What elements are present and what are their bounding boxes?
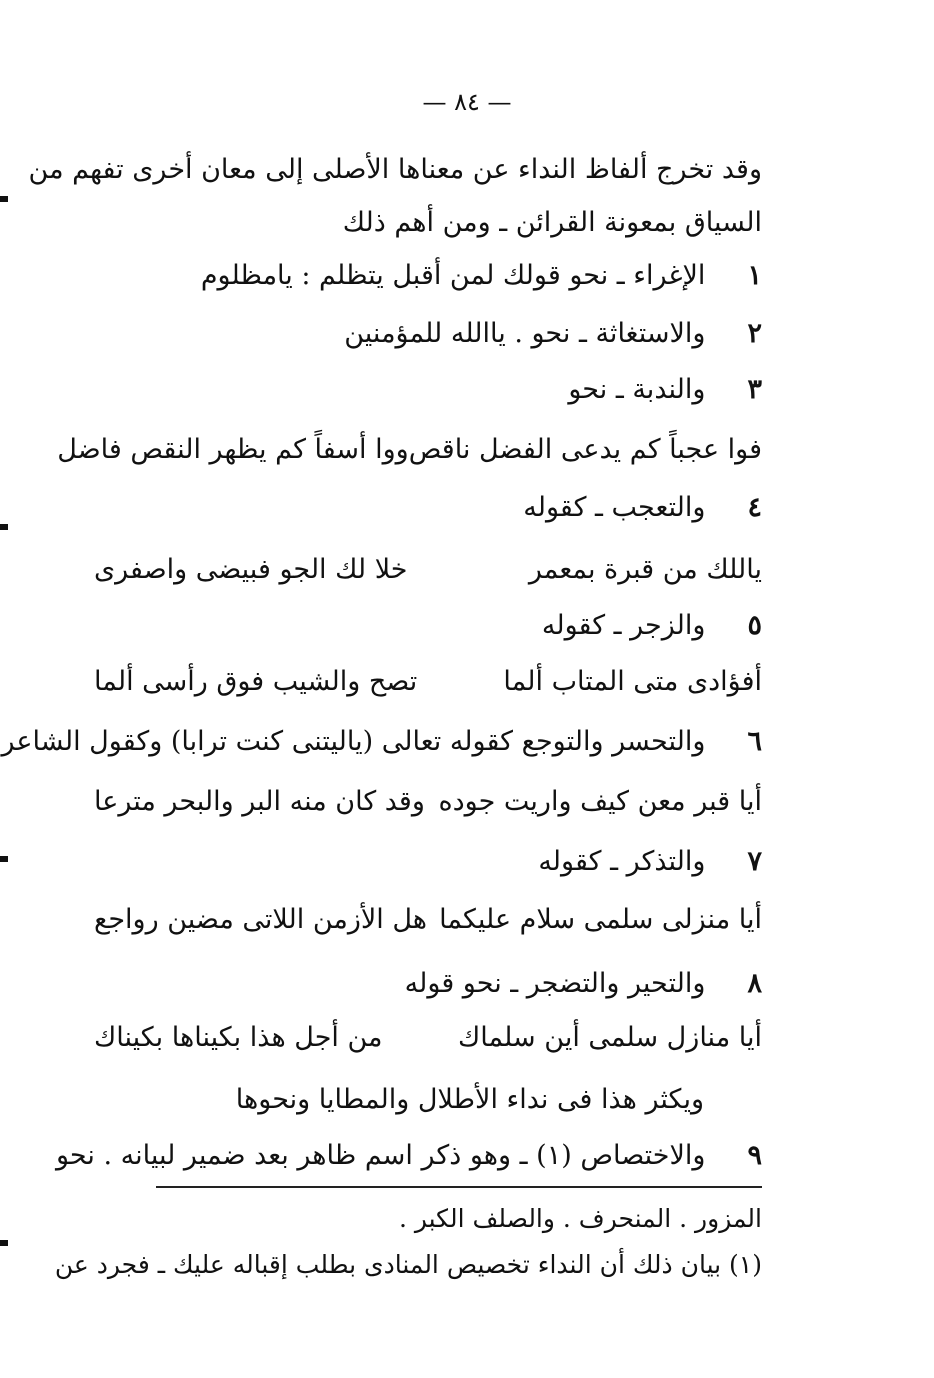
item-number: ٨	[747, 968, 762, 999]
verse-second-hemistich: تصح والشيب فوق رأسى ألما	[94, 666, 418, 697]
verse-second-hemistich: هل الأزمن اللاتى مضين رواجع	[94, 904, 428, 935]
item-number: ٥	[747, 610, 762, 641]
item-number: ٢	[747, 318, 762, 349]
intro-line-1: وقد تخرج ألفاظ النداء عن معناها الأصلى إلى معان أخرى تفهم من	[28, 154, 762, 185]
list-item	[1, 722, 762, 762]
list-item	[94, 606, 762, 646]
list-item	[94, 488, 762, 528]
list-item	[55, 1136, 762, 1176]
page-number: — ٨٤ —	[422, 88, 512, 116]
item-number: ٦	[747, 726, 762, 757]
verse-first-hemistich: أيا منزلى سلمى سلام عليكما	[439, 904, 762, 935]
list-item	[94, 314, 762, 354]
item-number: ٤	[747, 492, 762, 523]
verse-second-hemistich: خلا لك الجو فبيضى واصفرى	[94, 554, 408, 585]
item-text: والتحسر والتوجع كقوله تعالى (ياليتنى كنت ترابا) وكقول الشاعر	[1, 726, 706, 757]
item-text: والاختصاص (١) ـ وهو ذكر اسم ظاهر بعد ضمير لبيانه . نحو	[55, 1140, 706, 1171]
verse-first-hemistich: ياللك من قبرة بمعمر	[528, 554, 762, 585]
scan-edge-mark	[0, 196, 8, 202]
verse-first-hemistich: أيا منازل سلمى أين سلماك	[458, 1022, 762, 1053]
item-number: ٣	[747, 374, 762, 405]
scan-edge-mark	[0, 1240, 8, 1246]
item-text: والتحير والتضجر ـ نحو قوله	[404, 968, 706, 999]
item-text: والاستغاثة ـ نحو . ياالله للمؤمنين	[344, 318, 706, 349]
item-text: والندبة ـ نحو	[568, 374, 706, 405]
intro-line-2: السياق بمعونة القرائن ـ ومن أهم ذلك	[342, 207, 762, 238]
item-number: ٩	[747, 1140, 762, 1171]
item-text: الإغراء ـ نحو قولك لمن أقبل يتظلم : يامظلوم	[200, 260, 706, 291]
list-item	[94, 256, 762, 296]
list-item	[94, 370, 762, 410]
verse-line	[94, 662, 762, 702]
list-item	[94, 842, 762, 882]
item-text: والتذكر ـ كقوله	[538, 846, 706, 877]
verse-first-hemistich: أيا قبر معن كيف واريت جوده	[438, 786, 762, 817]
verse-line	[94, 782, 762, 822]
verse-line	[57, 430, 762, 470]
note-line: ويكثر هذا فى نداء الأطلال والمطايا ونحوها	[235, 1084, 704, 1115]
scan-edge-mark	[0, 856, 8, 862]
item-number: ١	[747, 260, 762, 291]
item-text: والزجر ـ كقوله	[541, 610, 706, 641]
verse-second-hemistich: ووا أسفاً كم يظهر النقص فاضل	[57, 434, 409, 465]
verse-first-hemistich: فوا عجباً كم يدعى الفضل ناقص	[408, 434, 762, 465]
scan-edge-mark	[0, 524, 8, 530]
verse-line	[94, 1018, 762, 1058]
verse-second-hemistich: من أجل هذا بكيناها بكيناك	[94, 1022, 383, 1053]
footnote-line-1: المزور . المنحرف . والصلف الكبر .	[398, 1204, 762, 1233]
footnote-line-2: (١) بيان ذلك أن النداء تخصيص المنادى بطلب إقباله عليك ـ فجرد عن	[54, 1250, 762, 1279]
verse-second-hemistich: وقد كان منه البر والبحر مترعا	[94, 786, 425, 817]
verse-line	[94, 550, 762, 590]
list-item	[94, 964, 762, 1004]
item-text: والتعجب ـ كقوله	[523, 492, 706, 523]
verse-first-hemistich: أفؤادى متى المتاب ألما	[503, 666, 762, 697]
footnote-divider	[156, 1186, 762, 1188]
verse-line	[94, 900, 762, 940]
item-number: ٧	[747, 846, 762, 877]
